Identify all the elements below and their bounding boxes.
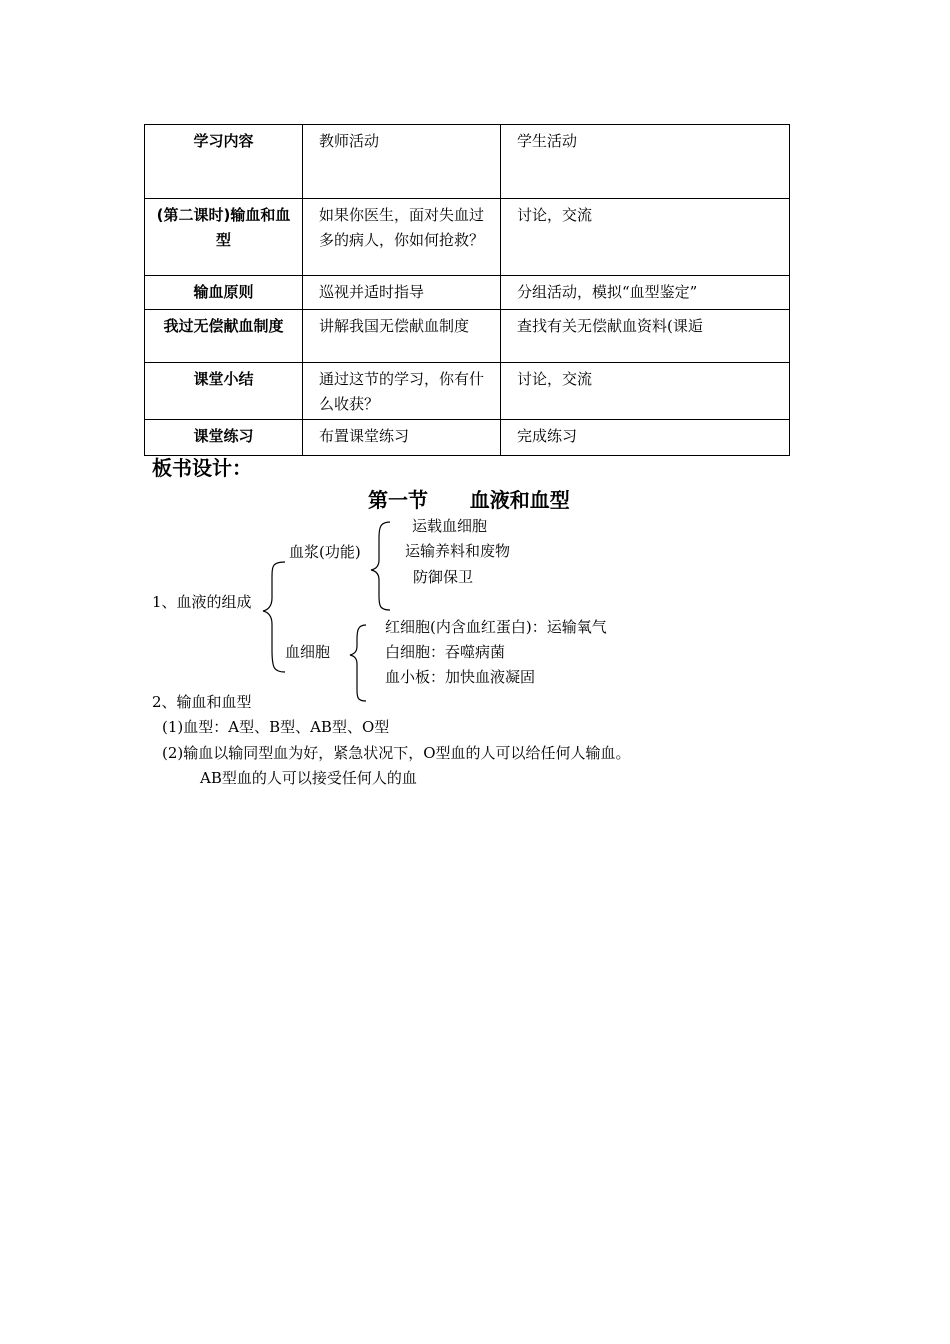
cell-teacher: 如果你医生，面对失血过多的病人，你如何抢救？ bbox=[303, 199, 501, 276]
cell-teacher: 布置课堂练习 bbox=[303, 420, 501, 456]
plasma-label: 血浆(功能) bbox=[289, 543, 361, 561]
cell-teacher: 巡视并适时指导 bbox=[303, 276, 501, 310]
cell-content: 我过无偿献血制度 bbox=[145, 310, 303, 363]
plasma-item: 运载血细胞 bbox=[412, 517, 488, 535]
plasma-item: 运输养料和废物 bbox=[405, 542, 511, 560]
plasma-brace bbox=[371, 522, 390, 610]
cell-student: 讨论，交流 bbox=[501, 363, 790, 420]
cells-item: 红细胞(内含血红蛋白)：运输氧气 bbox=[385, 618, 607, 636]
cell-content: 输血原则 bbox=[145, 276, 303, 310]
cell-student: 完成练习 bbox=[501, 420, 790, 456]
cell-student: 分组活动，模拟“血型鉴定” bbox=[501, 276, 790, 310]
cells-item: 白细胞：吞噬病菌 bbox=[385, 643, 506, 661]
board-title: 第一节 血液和血型 bbox=[368, 488, 570, 512]
main-brace bbox=[263, 562, 285, 672]
cells-item: 血小板：加快血液凝固 bbox=[385, 668, 536, 686]
cell-student: 讨论，交流 bbox=[501, 199, 790, 276]
section1-label: 1、血液的组成 bbox=[152, 593, 252, 611]
cell-content: 课堂小结 bbox=[145, 363, 303, 420]
cell-content: 课堂练习 bbox=[145, 420, 303, 456]
cell-teacher: 通过这节的学习，你有什么收获？ bbox=[303, 363, 501, 420]
section2-line: (2)输血以输同型血为好，紧急状况下，O型血的人可以给任何人输血。 bbox=[162, 744, 631, 762]
section2-label: 2、输血和血型 bbox=[152, 693, 252, 711]
header-cell-student: 学生活动 bbox=[501, 125, 790, 199]
section2-line: AB型血的人可以接受任何人的血 bbox=[200, 769, 417, 787]
cell-teacher: 讲解我国无偿献血制度 bbox=[303, 310, 501, 363]
board-design-heading: 板书设计： bbox=[152, 456, 252, 480]
cell-student: 查找有关无偿献血资料(课逅 bbox=[501, 310, 790, 363]
header-cell-teacher: 教师活动 bbox=[303, 125, 501, 199]
cells-label: 血细胞 bbox=[285, 643, 331, 661]
header-cell-content: 学习内容 bbox=[145, 125, 303, 199]
section2-line: (1)血型：A型、B型、AB型、O型 bbox=[162, 718, 390, 736]
plasma-item: 防御保卫 bbox=[413, 568, 474, 586]
cells-brace bbox=[350, 625, 366, 701]
cell-content: (第二课时)输血和血型 bbox=[145, 199, 303, 276]
